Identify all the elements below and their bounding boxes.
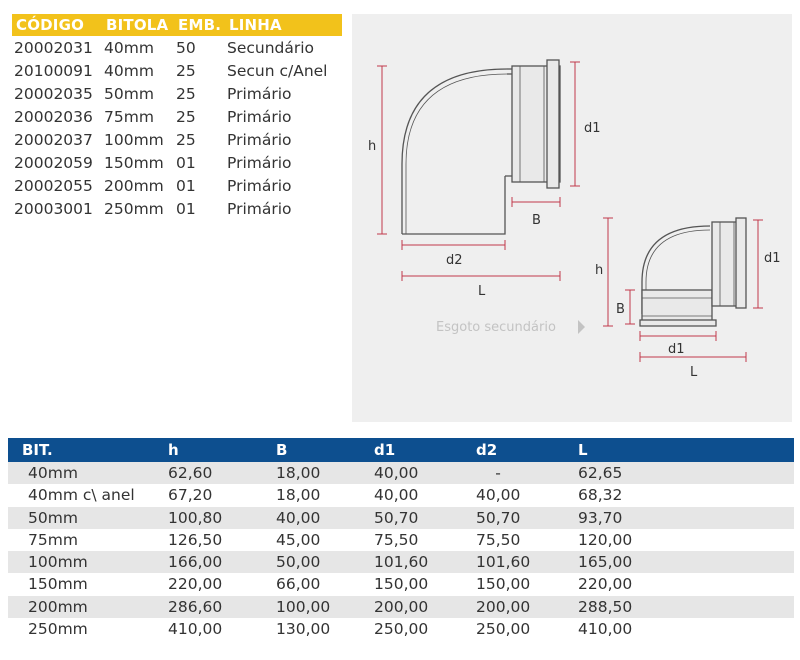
table-row — [8, 484, 794, 506]
cell-bitola: 40mm — [104, 38, 154, 57]
product-row — [12, 151, 342, 174]
dimensions-header — [8, 438, 794, 462]
cell-linha: Primário — [227, 107, 292, 126]
header-d2: d2 — [476, 441, 498, 459]
cell-bitola: 50mm — [104, 84, 154, 103]
cell-bit: 50mm — [28, 508, 78, 527]
cell-emb: 50 — [176, 38, 196, 57]
cell-emb: 25 — [176, 130, 196, 149]
cell-d2: - — [495, 464, 501, 483]
table-row — [8, 551, 794, 573]
cell-emb: 25 — [176, 84, 196, 103]
product-row — [12, 82, 342, 105]
cell-d2: 101,60 — [476, 553, 531, 572]
cell-l: 410,00 — [578, 619, 633, 638]
product-row — [12, 128, 342, 151]
cell-codigo: 20002055 — [14, 176, 93, 195]
cell-bit: 150mm — [28, 575, 88, 594]
large-d1-label: d1 — [584, 121, 601, 136]
cell-codigo: 20002037 — [14, 130, 93, 149]
dimensions-table — [8, 438, 794, 640]
cell-d1: 200,00 — [374, 597, 429, 616]
cell-l: 68,32 — [578, 486, 623, 505]
header-bit: BIT. — [22, 441, 53, 459]
cell-linha: Primário — [227, 130, 292, 149]
cell-l: 62,65 — [578, 464, 623, 483]
product-row — [12, 59, 342, 82]
cell-linha: Secundário — [227, 38, 315, 57]
small-d1-label: d1 — [764, 251, 781, 266]
table-row — [8, 596, 794, 618]
cell-l: 220,00 — [578, 575, 633, 594]
large-d2-label: d2 — [446, 253, 463, 268]
table-row — [8, 529, 794, 551]
large-elbow-drawing — [402, 60, 560, 234]
large-b-label: B — [532, 213, 541, 228]
header-b: B — [276, 441, 288, 459]
cell-bit: 200mm — [28, 597, 88, 616]
cell-h: 166,00 — [168, 553, 223, 572]
cell-d2: 200,00 — [476, 597, 531, 616]
header-h: h — [168, 441, 179, 459]
cell-bit: 250mm — [28, 619, 88, 638]
cell-codigo: 20002031 — [14, 38, 93, 57]
large-h-label: h — [368, 139, 377, 154]
cell-b: 100,00 — [276, 597, 331, 616]
cell-b: 130,00 — [276, 619, 331, 638]
table-row — [8, 507, 794, 529]
cell-codigo: 20002059 — [14, 153, 93, 172]
cell-d1: 40,00 — [374, 486, 419, 505]
cell-h: 286,60 — [168, 597, 223, 616]
header-codigo: CÓDIGO — [16, 16, 85, 34]
header-emb: EMB. — [178, 16, 222, 34]
cell-b: 50,00 — [276, 553, 321, 572]
product-row — [12, 105, 342, 128]
cell-bitola: 150mm — [104, 153, 164, 172]
cell-bit: 40mm — [28, 464, 78, 483]
cell-b: 66,00 — [276, 575, 321, 594]
table-row — [8, 573, 794, 595]
cell-b: 18,00 — [276, 464, 321, 483]
cell-d1: 150,00 — [374, 575, 429, 594]
cell-codigo: 20002035 — [14, 84, 93, 103]
cell-bitola: 40mm — [104, 61, 154, 80]
technical-diagram — [352, 14, 792, 422]
small-elbow-drawing — [640, 218, 746, 326]
header-d1: d1 — [374, 441, 396, 459]
esgoto-caption: Esgoto secundário — [436, 320, 556, 335]
cell-d1: 250,00 — [374, 619, 429, 638]
cell-bit: 100mm — [28, 553, 88, 572]
table-row — [8, 462, 794, 484]
cell-h: 67,20 — [168, 486, 213, 505]
product-row — [12, 36, 342, 59]
product-codes-header — [12, 14, 342, 36]
large-l-label: L — [478, 284, 486, 299]
cell-l: 288,50 — [578, 597, 633, 616]
cell-b: 18,00 — [276, 486, 321, 505]
cell-l: 93,70 — [578, 508, 623, 527]
small-l-label: L — [690, 365, 698, 380]
cell-d2: 50,70 — [476, 508, 521, 527]
product-row — [12, 174, 342, 197]
cell-d1: 50,70 — [374, 508, 419, 527]
cell-linha: Primário — [227, 84, 292, 103]
cell-emb: 25 — [176, 61, 196, 80]
cell-b: 45,00 — [276, 530, 321, 549]
header-bitola: BITOLA — [106, 16, 169, 34]
cell-b: 40,00 — [276, 508, 321, 527]
small-b-label: B — [616, 302, 625, 317]
cell-emb: 01 — [176, 176, 196, 195]
cell-h: 410,00 — [168, 619, 223, 638]
cell-d1: 101,60 — [374, 553, 429, 572]
cell-h: 62,60 — [168, 464, 213, 483]
cell-emb: 01 — [176, 153, 196, 172]
cell-codigo: 20003001 — [14, 199, 93, 218]
cell-d2: 250,00 — [476, 619, 531, 638]
cell-bitola: 250mm — [104, 199, 164, 218]
cell-h: 220,00 — [168, 575, 223, 594]
cell-d2: 150,00 — [476, 575, 531, 594]
cell-l: 120,00 — [578, 530, 633, 549]
cell-emb: 01 — [176, 199, 196, 218]
cell-h: 126,50 — [168, 530, 223, 549]
header-linha: LINHA — [229, 16, 282, 34]
cell-d1: 75,50 — [374, 530, 419, 549]
cell-l: 165,00 — [578, 553, 633, 572]
cell-d2: 75,50 — [476, 530, 521, 549]
cell-bit: 75mm — [28, 530, 78, 549]
product-row — [12, 197, 342, 220]
table-row — [8, 618, 794, 640]
cell-bitola: 100mm — [104, 130, 164, 149]
cell-bitola: 75mm — [104, 107, 154, 126]
cell-linha: Primário — [227, 176, 292, 195]
cell-bitola: 200mm — [104, 176, 164, 195]
cell-h: 100,80 — [168, 508, 223, 527]
product-codes-table — [12, 14, 342, 220]
cell-linha: Primário — [227, 153, 292, 172]
cell-d2: 40,00 — [476, 486, 521, 505]
cell-bit: 40mm c\ anel — [28, 486, 135, 505]
header-l: L — [578, 441, 588, 459]
technical-diagram-panel — [352, 14, 792, 422]
caption-arrow-icon — [578, 320, 585, 334]
cell-codigo: 20100091 — [14, 61, 93, 80]
cell-codigo: 20002036 — [14, 107, 93, 126]
small-d1-bottom-label: d1 — [668, 342, 685, 357]
cell-d1: 40,00 — [374, 464, 419, 483]
cell-linha: Primário — [227, 199, 292, 218]
cell-linha: Secun c/Anel — [227, 61, 328, 80]
cell-emb: 25 — [176, 107, 196, 126]
small-h-label: h — [595, 263, 604, 278]
